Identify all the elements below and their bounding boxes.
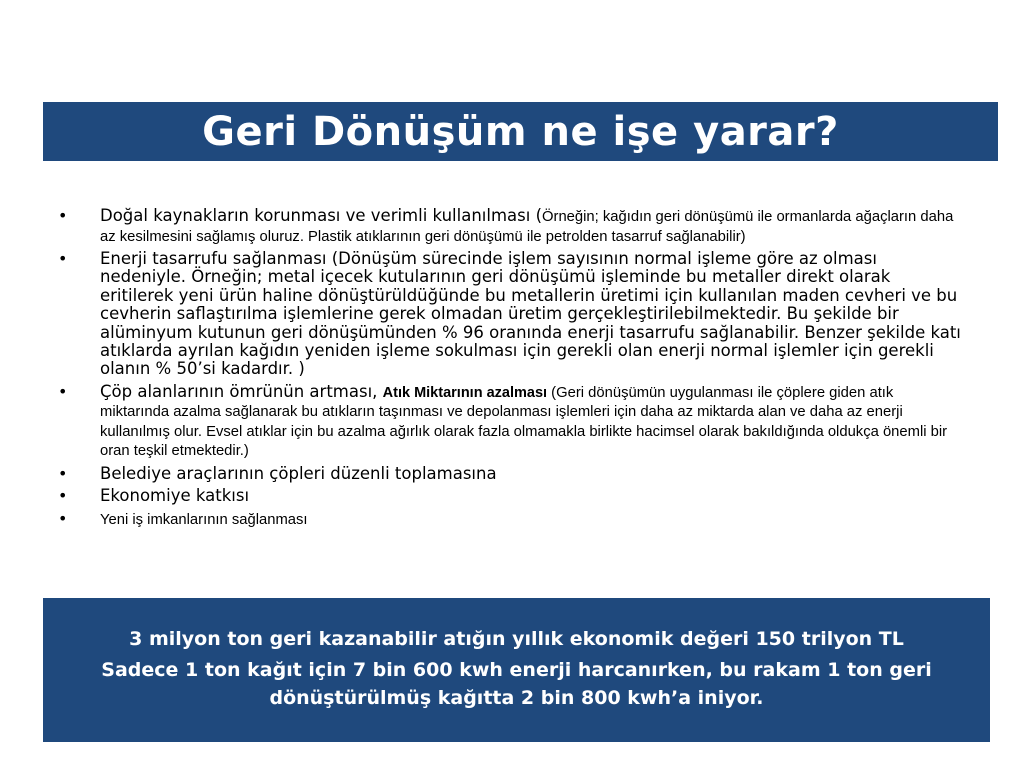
bullet-item-municipal-vehicles (58, 465, 963, 483)
bullet-dot-icon: • (58, 206, 68, 225)
bullet-dot-icon: • (58, 486, 68, 506)
bullet-item-energy-saving (58, 250, 963, 379)
bullet-main-text: Belediye araçlarının çöpleri düzenli toplamasına (100, 463, 497, 483)
bullet-main-text: Enerji tasarrufu sağlanması (Dönüşüm sürecinde işlem sayısının normal işleme göre az olması nedeniyle. Örneğin; metal içecek kutularının geri dönüşümü işleminde bu metaller direkt olarak eritilerek yeni ürün haline dönüştürüldüğünde bu metallerin üretimi için kullanılan maden cevheri ve bu cevherin saflaştırılma işlemlerine gerek olmadan üretim gerçekleştirilebilmektedir. Bu şekilde bir alüminyum kutunun geri dönüşümünden % 96 oranında enerji tasarrufu sağlanabilir. Benzer şekilde katı atıklarda ayrılan kağıdın yeniden işleme sokulması için gerekli olan enerji normal işlemler için gerekli olanın % 50’si kadardır. ) (100, 249, 961, 379)
highlight-box (43, 598, 990, 742)
bullet-item-landfill-life (58, 383, 963, 461)
slide-title: Geri Dönüşüm ne işe yarar? (202, 108, 839, 155)
bullet-main-text: Ekonomiye katkısı (100, 486, 250, 506)
highlight-line-1: 3 milyon ton geri kazanabilir atığın yıllık ekonomik değeri 150 trilyon TL (129, 628, 904, 650)
bullet-dot-icon: • (58, 508, 68, 528)
title-band (43, 102, 998, 161)
bullet-item-natural-resources (58, 207, 963, 246)
bullet-detail-text: (Geri dönüşümün uygulanması ile çöplere giden atık miktarında azalma sağlanarak bu atıkların taşınması ve depolanması işlemleri için daha az miktarda alan ve daha az enerji kullanılmış olur. Evsel atıklar için bu azalma ağırlık olarak fazla olmamakla birlikte hacimsel olarak bakıldığında oldukça önemli bir oran teşkil etmektedir.) (100, 384, 948, 460)
bullet-item-economy (58, 487, 963, 505)
bullet-item-jobs (58, 510, 963, 530)
bullet-main-text: Doğal kaynakların korunması ve verimli kullanılması ( (100, 206, 543, 225)
bullet-detail-text: Örneğin; kağıdın geri dönüşümü ile ormanlarda ağaçların daha az kesilmesini sağlamış oluruz. Plastik atıklarının geri dönüşümü ile petrolden tasarruf sağlanabilir) (100, 209, 954, 245)
bullet-bold-text: Atık Miktarının azalması (382, 384, 548, 401)
bullet-main-text: Çöp alanlarının ömrünün artması, (100, 381, 383, 401)
bullet-dot-icon: • (58, 249, 68, 268)
bullet-detail-text: Yeni iş imkanlarının sağlanması (100, 511, 308, 528)
bullet-list (58, 207, 963, 533)
bullet-dot-icon: • (58, 381, 68, 401)
bullet-dot-icon: • (58, 463, 68, 483)
highlight-line-2: Sadece 1 ton kağıt için 7 bin 600 kwh enerji harcanırken, bu rakam 1 ton geri dönüştürülmüş kağıtta 2 bin 800 kwh’a iniyor. (101, 659, 932, 709)
